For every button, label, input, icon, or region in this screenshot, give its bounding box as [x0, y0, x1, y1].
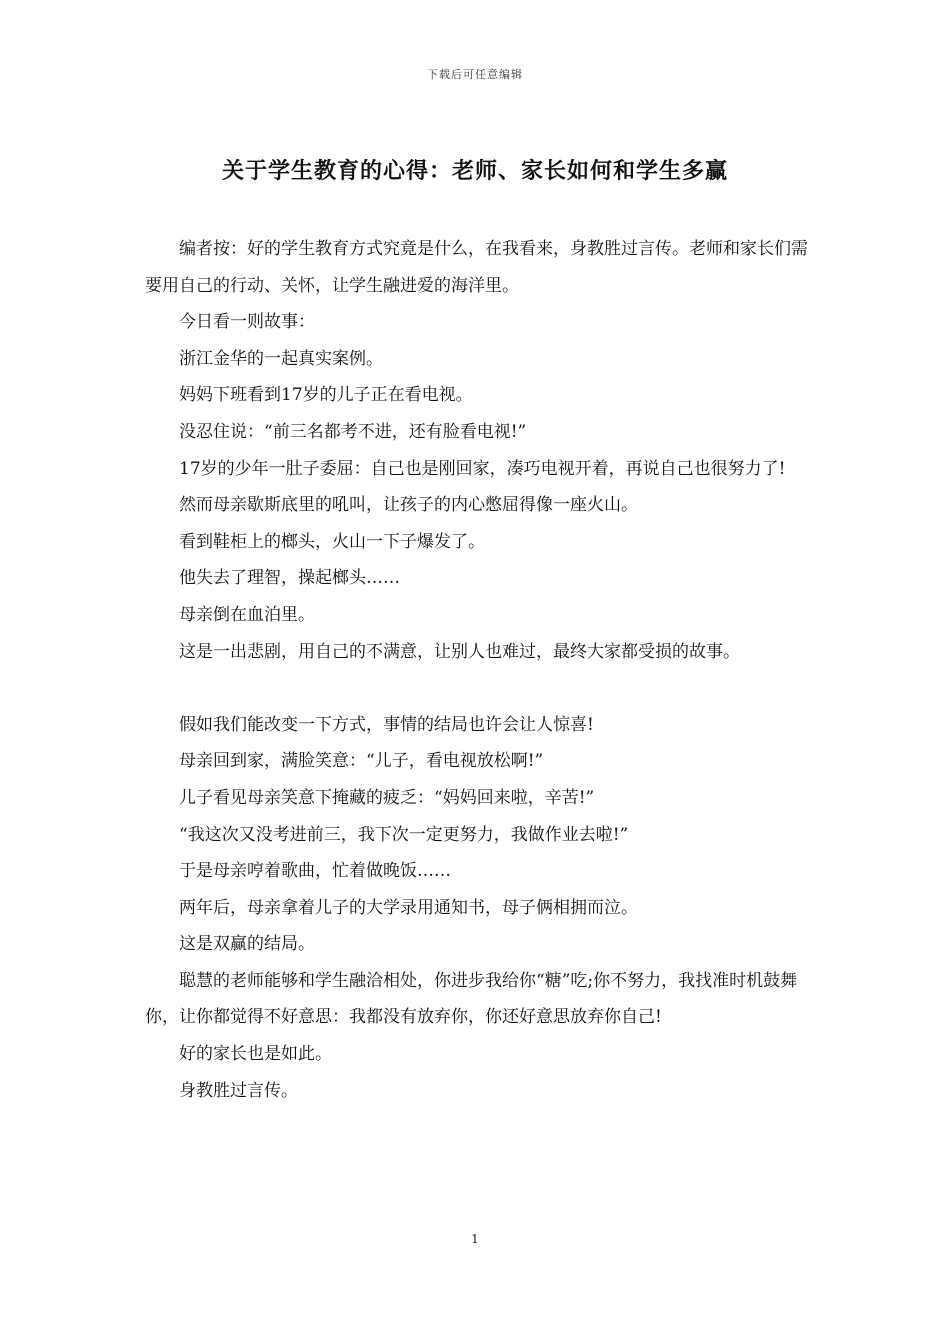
paragraph: 今日看一则故事：: [179, 312, 315, 333]
paragraph: 没忍住说：“前三名都考不进，还有脸看电视!”: [179, 421, 527, 442]
paragraph: 身教胜过言传。: [179, 1080, 298, 1101]
document-body: [145, 231, 815, 1109]
paragraph: 妈妈下班看到17岁的儿子正在看电视。: [179, 385, 473, 406]
paragraph: 于是母亲哼着歌曲，忙着做晚饭……: [179, 861, 451, 882]
paragraph: “我这次又没考进前三，我下次一定更努力，我做作业去啦!”: [179, 824, 629, 845]
paragraph: 两年后，母亲拿着儿子的大学录用通知书，母子俩相拥而泣。: [179, 897, 638, 918]
document-title: 关于学生教育的心得：老师、家长如何和学生多赢: [221, 158, 728, 184]
paragraph: 这是一出悲剧，用自己的不满意，让别人也难过，最终大家都受损的故事。: [179, 641, 740, 662]
paragraph: 17岁的少年一肚子委屈：自己也是刚回家，凑巧电视开着，再说自己也很努力了!: [179, 458, 786, 479]
blank-line: [145, 670, 815, 707]
paragraph: 看到鞋柜上的榔头，火山一下子爆发了。: [179, 531, 485, 552]
paragraph: 好的家长也是如此。: [179, 1044, 332, 1065]
paragraph: 然而母亲歇斯底里的吼叫，让孩子的内心憋屈得像一座火山。: [179, 495, 638, 516]
paragraph: 聪慧的老师能够和学生融洽相处，你进步我给你“糖”吃;你不努力，我找准时机鼓舞你，让你都觉得不好意思：我都没有放弃你，你还好意思放弃你自己!: [145, 970, 798, 1028]
page-header: 下载后可任意编辑: [427, 68, 523, 81]
paragraph: 他失去了理智，操起榔头……: [179, 568, 400, 589]
page-number: 1: [471, 1232, 479, 1246]
paragraph: 母亲倒在血泊里。: [179, 604, 315, 625]
paragraph: 母亲回到家，满脸笑意：“儿子，看电视放松啊!”: [179, 751, 544, 772]
paragraph: 假如我们能改变一下方式，事情的结局也许会让人惊喜!: [179, 714, 594, 735]
paragraph: 编者按：好的学生教育方式究竟是什么，在我看来，身教胜过言传。老师和家长们需要用自己的行动、关怀，让学生融进爱的海洋里。: [145, 239, 808, 296]
paragraph: 这是双赢的结局。: [179, 934, 315, 955]
paragraph: 儿子看见母亲笑意下掩藏的疲乏：“妈妈回来啦，辛苦!”: [179, 787, 595, 808]
paragraph: 浙江金华的一起真实案例。: [179, 348, 383, 369]
